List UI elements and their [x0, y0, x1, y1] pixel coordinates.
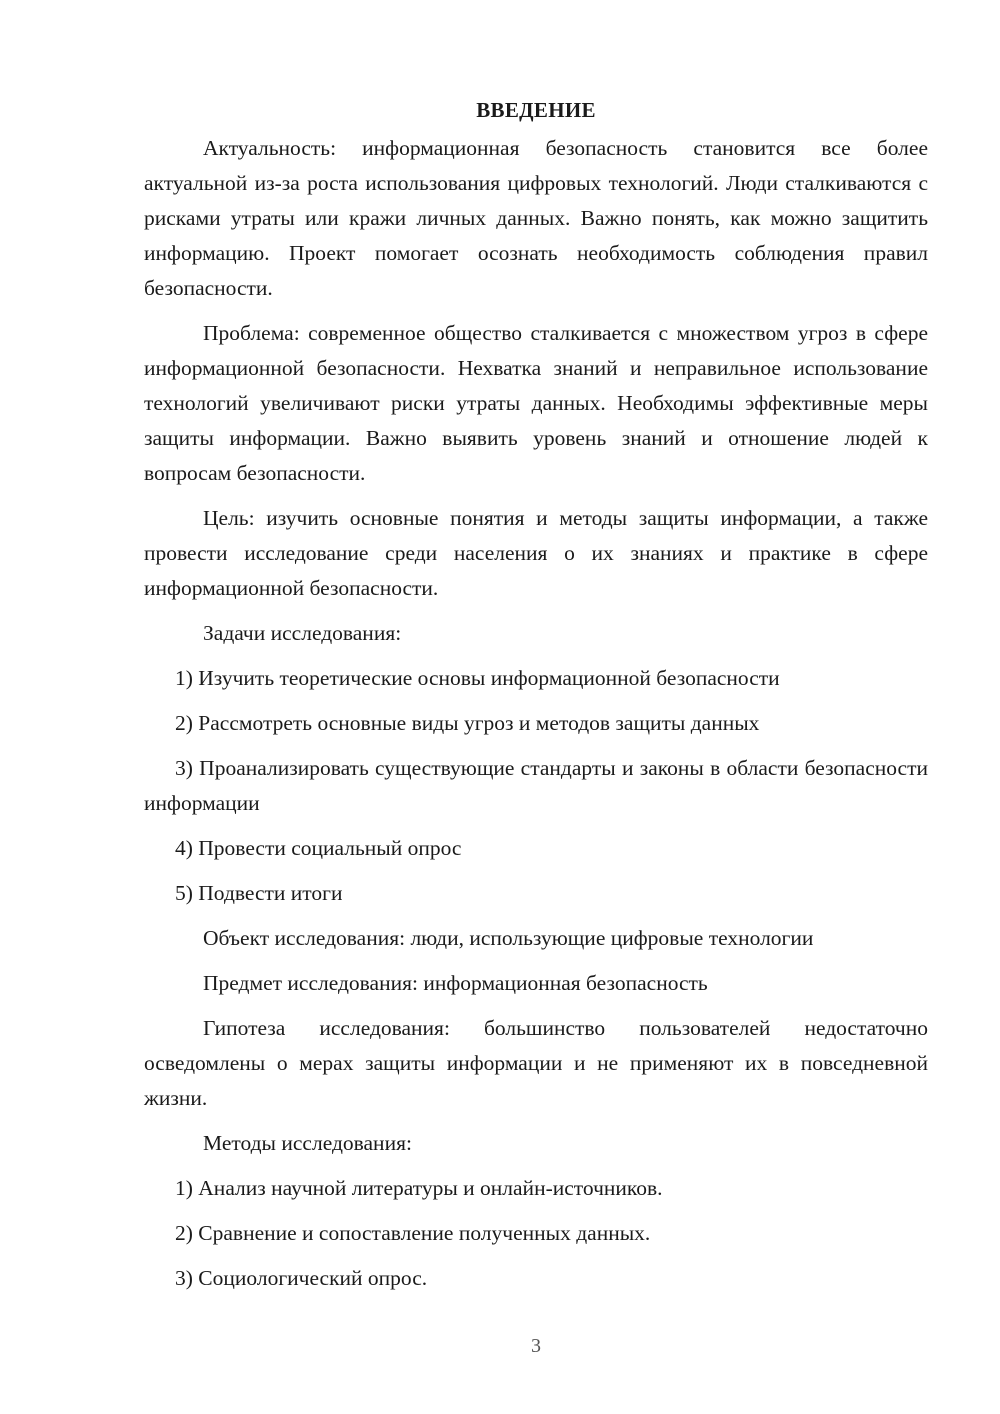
- page-title: ВВЕДЕНИЕ: [476, 98, 596, 122]
- task-item: 3) Проанализировать существующие стандарты и законы в области безопасности информации: [144, 756, 928, 815]
- research-subject: Предмет исследования: информационная безопасность: [203, 971, 708, 995]
- research-object: Объект исследования: люди, использующие цифровые технологии: [203, 926, 814, 950]
- tasks-heading: Задачи исследования:: [203, 621, 402, 645]
- goal-paragraph: Цель: изучить основные понятия и методы защиты информации, а также провести исследование среди населения о их знаниях и практике в сфере информационной безопасности.: [144, 506, 928, 600]
- problem-paragraph: Проблема: современное общество сталкивается с множеством угроз в сфере информационной безопасности. Нехватка знаний и неправильное использование технологий увеличивают риски утраты данных. Необходимы эффективные меры защиты информации. Важно выявить уровень знаний и отношение людей к вопросам безопасности.: [144, 321, 928, 485]
- page-number: 3: [531, 1335, 541, 1357]
- task-item: 5) Подвести итоги: [175, 881, 343, 905]
- relevance-paragraph: Актуальность: информационная безопасность становится все более актуальной из-за роста использования цифровых технологий. Люди сталкиваются с рисками утраты или кражи личных данных. Важно понять, как можно защитить информацию. Проект помогает осознать необходимость соблюдения правил безопасности.: [144, 136, 928, 300]
- hypothesis-paragraph: Гипотеза исследования: большинство пользователей недостаточно осведомлены о мерах защиты информации и не применяют их в повседневной жизни.: [144, 1016, 928, 1110]
- page-content: [144, 96, 928, 1306]
- task-item: 2) Рассмотреть основные виды угроз и методов защиты данных: [175, 711, 760, 735]
- method-item: 2) Сравнение и сопоставление полученных данных.: [175, 1221, 651, 1245]
- method-item: 1) Анализ научной литературы и онлайн-источников.: [175, 1176, 663, 1200]
- methods-heading: Методы исследования:: [203, 1131, 412, 1155]
- task-item: 1) Изучить теоретические основы информационной безопасности: [175, 666, 780, 690]
- task-item: 4) Провести социальный опрос: [175, 836, 462, 860]
- method-item: 3) Социологический опрос.: [175, 1266, 428, 1290]
